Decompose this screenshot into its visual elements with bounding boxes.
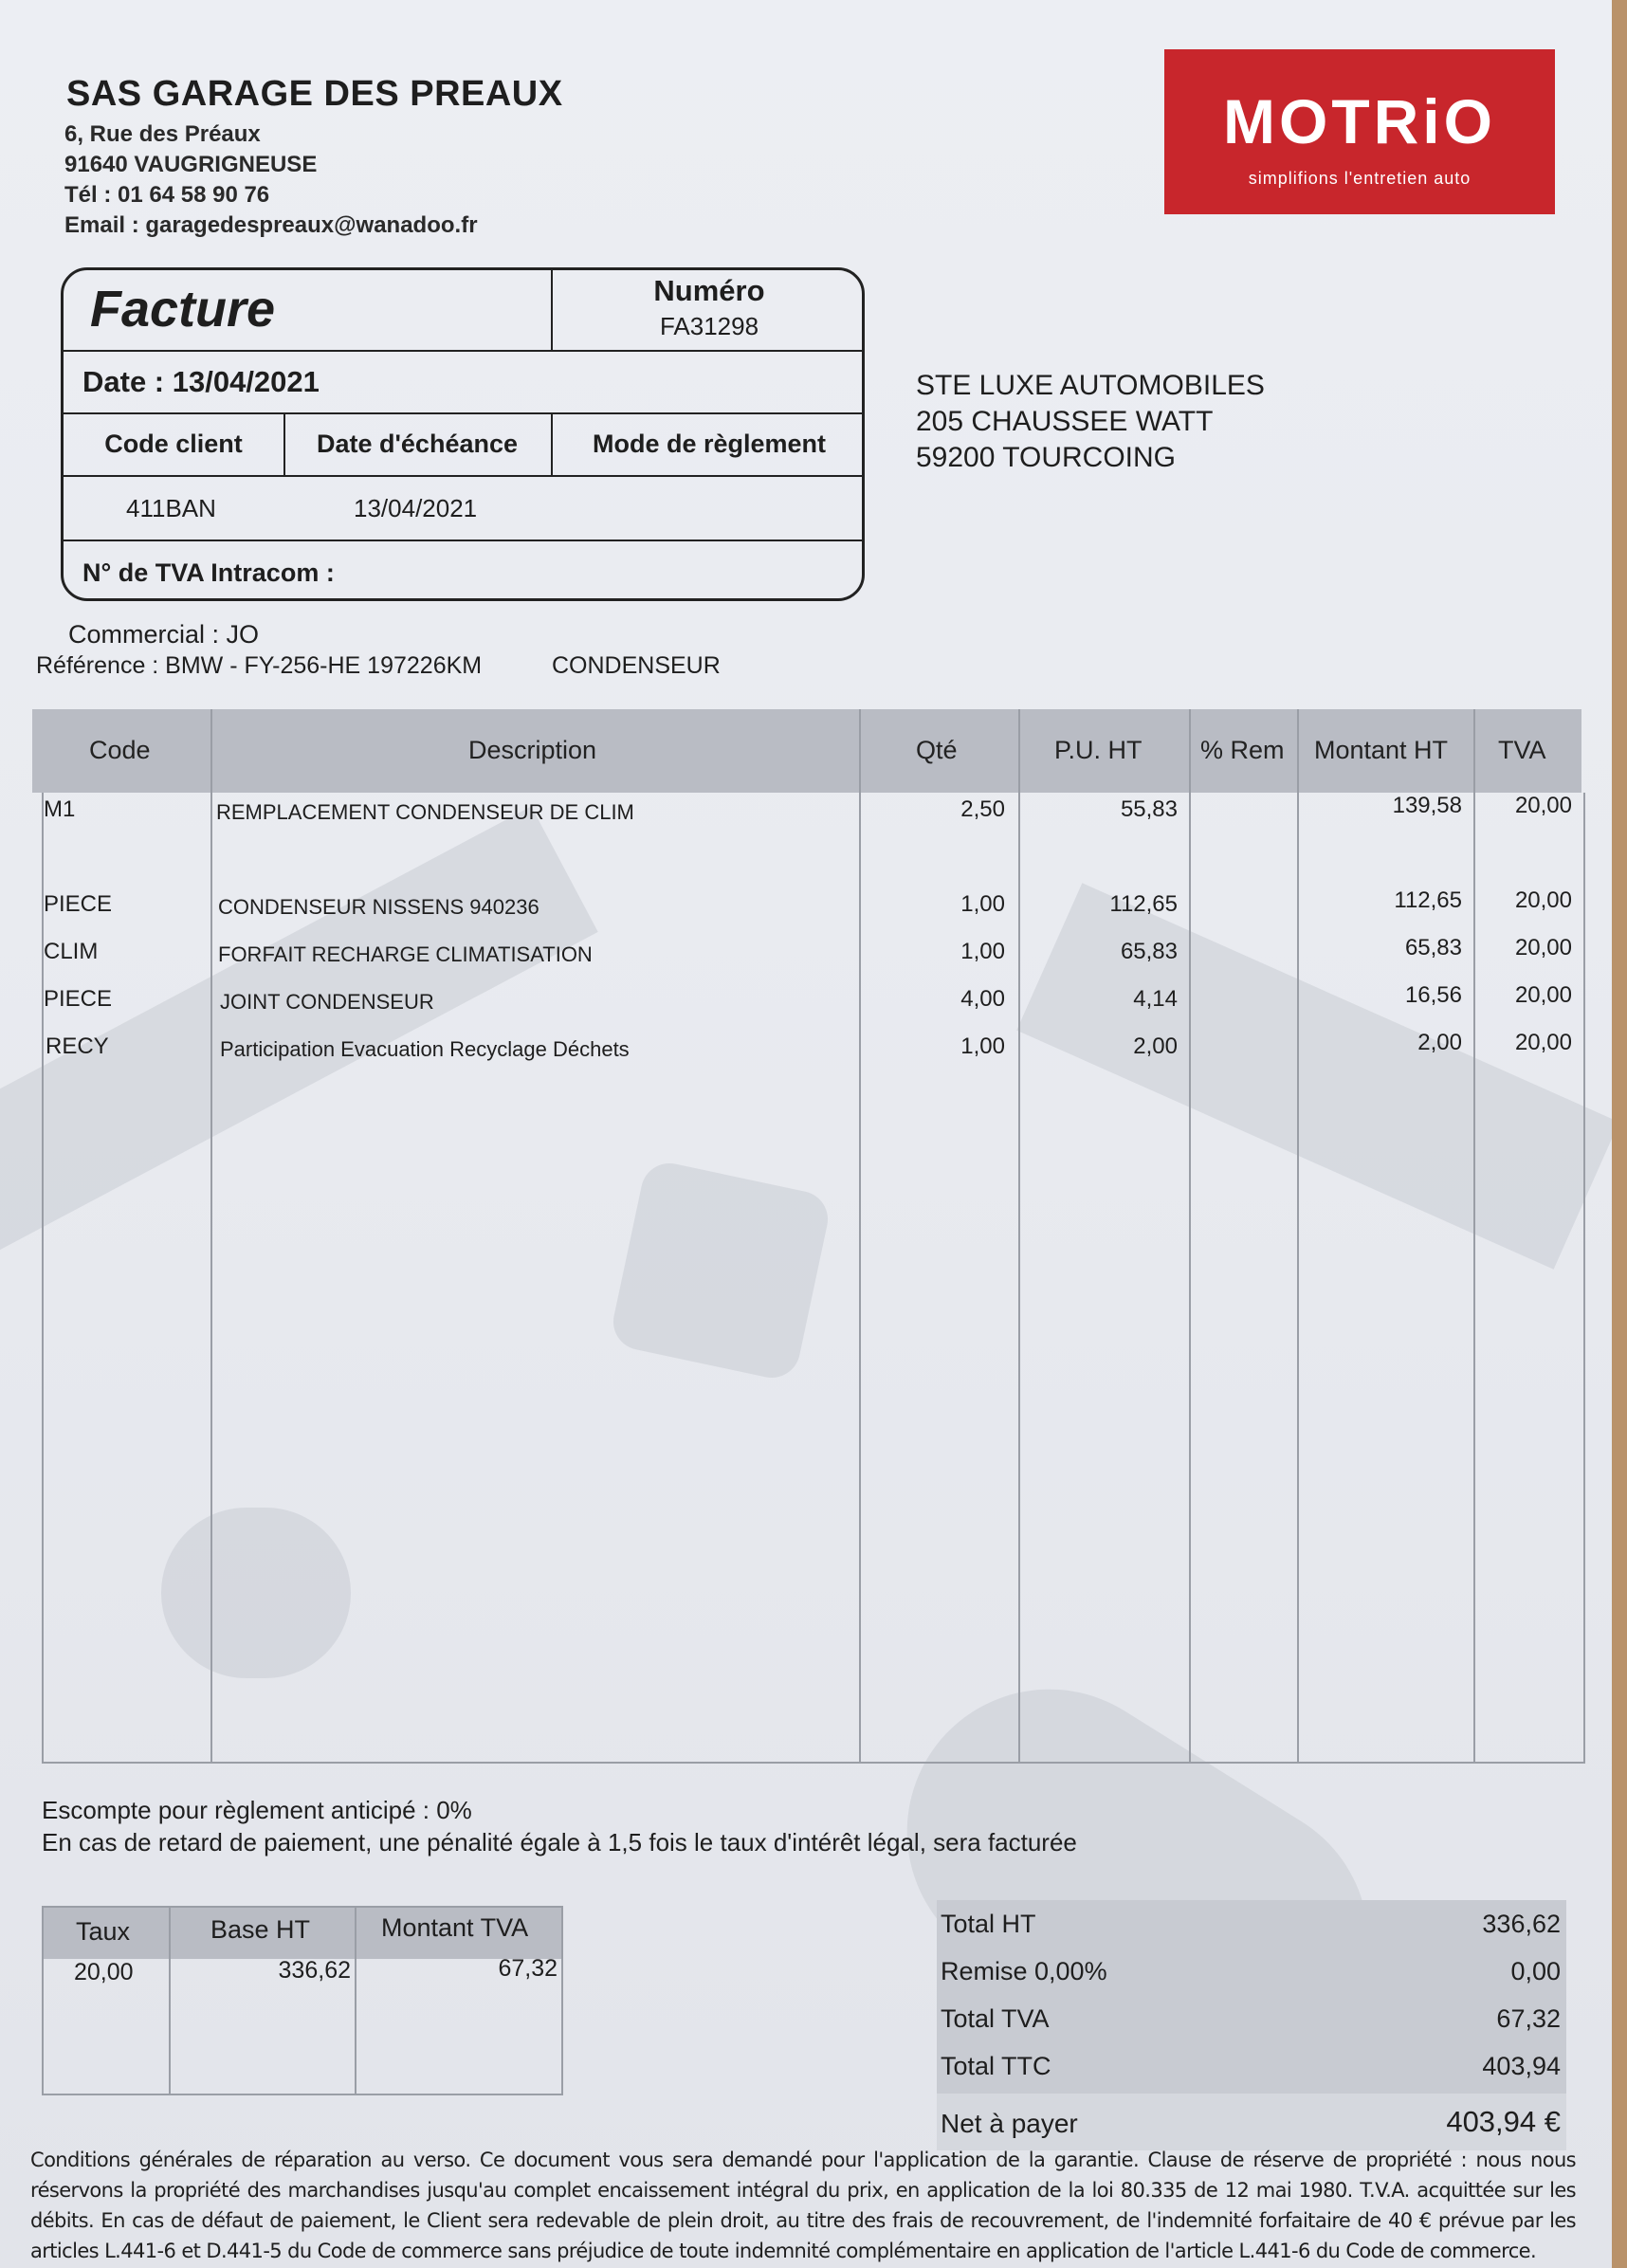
col-header-tva: TVA [1498, 736, 1546, 764]
row-3-code: CLIM [44, 939, 99, 964]
net-to-pay: 403,94 € [1446, 2105, 1561, 2138]
vat-intracom-label: N° de TVA Intracom : [82, 558, 335, 587]
recipient-street: 205 CHAUSSEE WATT [916, 406, 1214, 437]
company-email: Email : garagedespreaux@wanadoo.fr [64, 212, 478, 238]
tax-base: 336,62 [278, 1957, 351, 1984]
motrio-logo [1164, 49, 1555, 214]
discount-terms: Escompte pour règlement anticipé : 0% [42, 1796, 472, 1824]
row-4-qty: 4,00 [960, 986, 1005, 1012]
total-ht-label: Total HT [941, 1910, 1036, 1938]
row-4-tva: 20,00 [1514, 982, 1572, 1008]
row-4-code: PIECE [44, 986, 113, 1012]
late-payment-terms: En cas de retard de paiement, une pénalité égale à 1,5 fois le taux d'intérêt légal, sera facturée [42, 1828, 1077, 1856]
recipient-city: 59200 TOURCOING [916, 442, 1176, 473]
company-address-2: 91640 VAUGRIGNEUSE [64, 152, 318, 177]
row-5-description: Participation Evacuation Recyclage Déchets [220, 1037, 630, 1061]
row-1-tva: 20,00 [1514, 793, 1572, 818]
payment-mode-label: Mode de règlement [592, 430, 827, 458]
invoice-date: Date : 13/04/2021 [82, 365, 320, 398]
row-1-qty: 2,50 [960, 796, 1005, 822]
remise-label: Remise 0,00% [941, 1957, 1107, 1985]
invoice-title: Facture [90, 281, 276, 338]
total-tva: 67,32 [1496, 2004, 1561, 2033]
row-1-description: REMPLACEMENT CONDENSEUR DE CLIM [216, 800, 634, 824]
total-ttc-label: Total TTC [941, 2052, 1051, 2080]
reference: Référence : BMW - FY-256-HE 197226KM [36, 652, 483, 679]
total-ttc: 403,94 [1482, 2052, 1561, 2080]
tax-header-vat: Montant TVA [381, 1913, 529, 1942]
col-header-code: Code [89, 736, 151, 764]
col-header-qty: Qté [916, 736, 958, 764]
row-4-amount: 16,56 [1404, 982, 1462, 1008]
total-ht: 336,62 [1482, 1910, 1561, 1938]
row-2-code: PIECE [44, 891, 113, 917]
tax-rate: 20,00 [74, 1959, 134, 1985]
row-5-tva: 20,00 [1514, 1030, 1572, 1055]
col-header-rem: % Rem [1200, 736, 1285, 764]
row-4-description: JOINT CONDENSEUR [220, 990, 434, 1014]
invoice-info-box [61, 267, 865, 601]
row-1-pu: 55,83 [1120, 796, 1178, 822]
footer-conditions: Conditions générales de réparation au verso. Ce document vous sera demandé pour l'application de la garantie. Clause de réserve de propriété : nous nous réservons la propriété des marchandises jusqu'au complet encaissement intégral du prix, en application de la loi 80.335 de 12 mai 1980. T.V.A. acquittée sur les débits. En cas de défaut de paiement, le Client sera redevable de plein droit, au titre des frais de recouvrement, de l'indemnité forfaitaire de 40 € prévue par les articles L.441-6 et D.441-5 du Code de commerce sans préjudice de toute indemnité complémentaire en application de l'article L.441-6 du Code de commerce. [30, 2149, 1576, 2262]
tax-header-base: Base HT [210, 1915, 311, 1944]
row-3-pu: 65,83 [1120, 939, 1178, 964]
col-header-pu: P.U. HT [1054, 736, 1143, 764]
due-date-label: Date d'échéance [316, 430, 519, 458]
row-1-code: M1 [44, 796, 76, 822]
row-5-pu: 2,00 [1133, 1033, 1178, 1059]
invoice-number: FA31298 [659, 312, 759, 340]
row-3-description: FORFAIT RECHARGE CLIMATISATION [218, 942, 593, 966]
row-3-qty: 1,00 [960, 939, 1005, 964]
remise: 0,00 [1510, 1957, 1561, 1985]
row-2-tva: 20,00 [1514, 887, 1572, 913]
col-header-amount: Montant HT [1314, 736, 1449, 764]
row-2-qty: 1,00 [960, 891, 1005, 917]
commercial: Commercial : JO [68, 620, 260, 649]
row-3-amount: 65,83 [1404, 935, 1462, 960]
total-tva-label: Total TVA [941, 2004, 1050, 2033]
row-5-qty: 1,00 [960, 1033, 1005, 1059]
tax-header-rate: Taux [76, 1917, 131, 1946]
row-2-pu: 112,65 [1109, 891, 1178, 917]
company-name: SAS GARAGE DES PREAUX [66, 74, 563, 114]
row-3-tva: 20,00 [1514, 935, 1572, 960]
due-date: 13/04/2021 [354, 494, 478, 522]
row-1-amount: 139,58 [1392, 793, 1462, 818]
net-to-pay-label: Net à payer [941, 2109, 1078, 2138]
logo-tagline: simplifions l'entretien auto [1248, 169, 1472, 188]
client-code: 411BAN [126, 494, 216, 522]
row-5-code: RECY [46, 1033, 109, 1059]
row-2-amount: 112,65 [1394, 887, 1462, 913]
row-2-description: CONDENSEUR NISSENS 940236 [218, 895, 539, 919]
row-5-amount: 2,00 [1417, 1030, 1462, 1055]
reference-extra: CONDENSEUR [552, 652, 721, 679]
company-phone: Tél : 01 64 58 90 76 [64, 182, 270, 208]
tax-vat-amount: 67,32 [498, 1955, 558, 1982]
recipient-name: STE LUXE AUTOMOBILES [916, 370, 1265, 401]
col-header-description: Description [468, 736, 597, 764]
company-address-1: 6, Rue des Préaux [64, 121, 261, 147]
logo-wordmark: MOTRiO [1223, 86, 1496, 156]
invoice-number-label: Numéro [653, 274, 765, 307]
client-code-label: Code client [104, 430, 243, 458]
row-4-pu: 4,14 [1133, 986, 1178, 1012]
